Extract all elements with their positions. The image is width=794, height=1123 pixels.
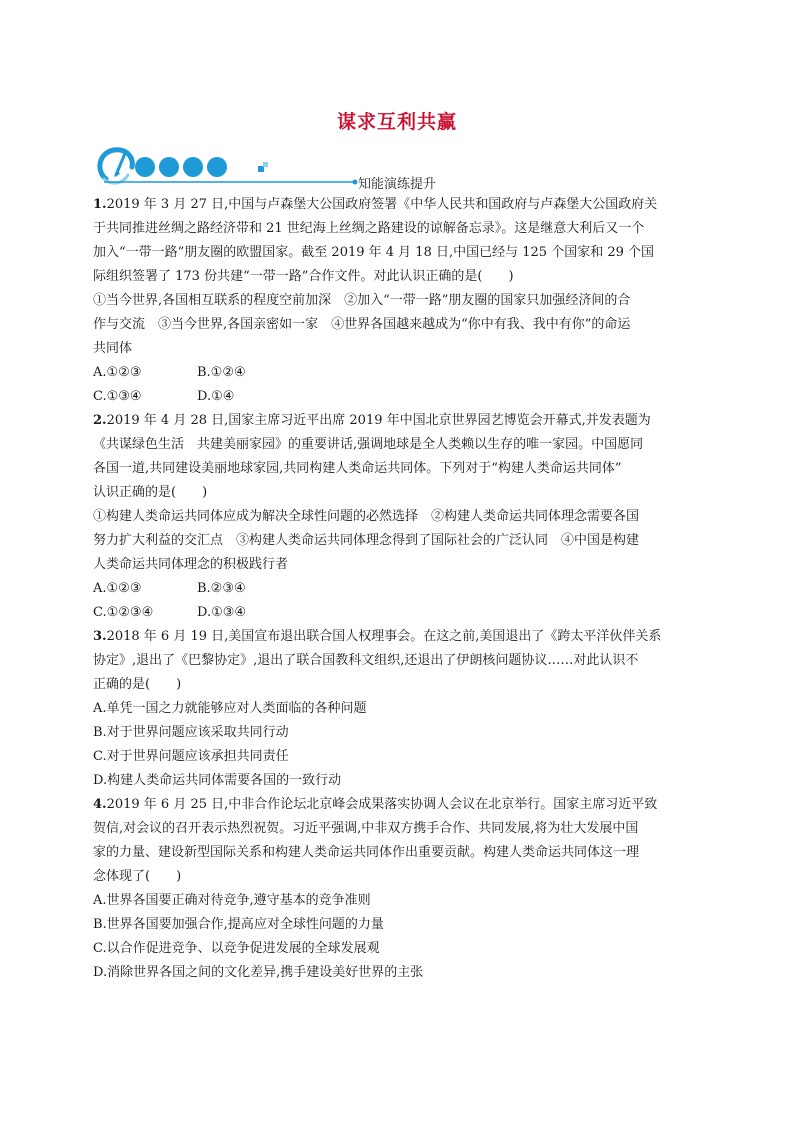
question-number: 3. — [93, 629, 107, 644]
question-stem-line: 2019 年 6 月 25 日,中非合作论坛北京峰会成果落实协调人会议在北京举行。国家主席习近平致 — [106, 797, 658, 812]
question-stem-line: 协定》,退出了《巴黎协定》,退出了联合国教科文组织,还退出了伊朗核问题协议……对此认识不 — [93, 653, 639, 668]
question-stem-line: 念体现了( ) — [93, 869, 182, 884]
option-b[interactable]: B.②③④ — [197, 581, 246, 596]
option-c[interactable]: C.对于世界问题应该承担共同责任 — [93, 749, 289, 764]
option-d[interactable]: D.①③④ — [197, 605, 247, 620]
question-stem-line: 于共同推进丝绸之路经济带和 21 世纪海上丝绸之路建设的谅解备忘录》。这是继意大利后又一个 — [93, 221, 645, 236]
statement-line: 人类命运共同体理念的积极践行者 — [93, 557, 289, 572]
option-b[interactable]: B.①②④ — [197, 365, 246, 380]
section-banner-label: 知能演练提升 — [358, 177, 437, 192]
question-3 — [93, 625, 697, 793]
option-c[interactable]: C.以合作促进竞争、以竞争促进发展的全球发展观 — [93, 941, 380, 956]
question-stem-line: 贺信,对会议的召开表示热烈祝贺。习近平强调,中非双方携手合作、共同发展,将为壮大发展中国 — [93, 821, 639, 836]
banner-dot — [135, 157, 155, 177]
question-stem-line: 家的力量、建设新型国际关系和构建人类命运共同体作出重要贡献。构建人类命运共同体这一理 — [93, 845, 640, 860]
question-stem-line: 正确的是( ) — [93, 677, 182, 692]
option-d[interactable]: D.①④ — [197, 389, 235, 404]
question-number: 1. — [93, 197, 107, 212]
question-stem-line: 2019 年 3 月 27 日,中国与卢森堡大公国政府签署《中华人民共和国政府与卢森堡大公国政府关 — [106, 197, 658, 212]
option-a[interactable]: A.①②③ — [93, 365, 142, 380]
question-2 — [93, 409, 697, 625]
option-a[interactable]: A.单凭一国之力就能够应对人类面临的各种问题 — [93, 701, 367, 716]
option-c[interactable]: C.①③④ — [93, 389, 142, 404]
question-stem-line: 《共谋绿色生活 共建美丽家园》的重要讲话,强调地球是全人类赖以生存的唯一家园。中国愿同 — [93, 437, 644, 452]
question-number: 4. — [93, 797, 107, 812]
statement-line: 作与交流 ③当今世界,各国亲密如一家 ④世界各国越来越成为“你中有我、我中有你”的命运 — [93, 317, 631, 332]
statement-line: ①当今世界,各国相互联系的程度空前加深 ②加入“一带一路”朋友圈的国家只加强经济间的合 — [93, 293, 631, 308]
question-stem-line: 各国一道,共同建设美丽地球家园,共同构建人类命运共同体。下列对于“构建人类命运共同体” — [93, 461, 622, 476]
question-stem-line: 认识正确的是( ) — [93, 485, 208, 500]
option-d[interactable]: D.构建人类命运共同体需要各国的一致行动 — [93, 773, 342, 788]
banner-line-end — [353, 180, 358, 185]
statement-line: 努力扩大利益的交汇点 ③构建人类命运共同体理念得到了国际社会的广泛认同 ④中国是构建 — [93, 533, 640, 548]
option-b[interactable]: B.世界各国要加强合作,提高应对全球性问题的力量 — [93, 917, 384, 932]
question-stem-line: 际组织签署了 173 份共建“一带一路”合作文件。对此认识正确的是( ) — [93, 269, 514, 284]
brush-icon — [100, 150, 132, 183]
question-4 — [93, 793, 697, 985]
statement-line: 共同体 — [93, 341, 133, 356]
option-c[interactable]: C.①②③④ — [93, 605, 154, 620]
options-row — [93, 601, 697, 625]
question-stem-line: 2019 年 4 月 28 日,国家主席习近平出席 2019 年中国北京世界园艺博览会开幕式,并发表题为 — [106, 413, 651, 428]
option-a[interactable]: A.①②③ — [93, 581, 142, 596]
options-row — [93, 361, 697, 385]
question-number: 2. — [93, 413, 107, 428]
option-a[interactable]: A.世界各国要正确对待竞争,遵守基本的竞争准则 — [93, 893, 371, 908]
section-banner — [92, 145, 712, 192]
banner-square — [263, 162, 268, 167]
option-d[interactable]: D.消除世界各国之间的文化差异,携手建设美好世界的主张 — [93, 965, 424, 980]
question-stem-line: 加入“一带一路”朋友圈的欧盟国家。截至 2019 年 4 月 18 日,中国已经与 125 个国家和 29 个国 — [93, 245, 654, 260]
options-row — [93, 385, 697, 409]
banner-dot — [207, 157, 227, 177]
page-title: 谋求互利共赢 — [336, 111, 457, 133]
banner-dot — [159, 157, 179, 177]
question-stem-line: 2018 年 6 月 19 日,美国宣布退出联合国人权理事会。在这之前,美国退出了《跨太平洋伙伴关系 — [106, 629, 662, 644]
banner-dot — [183, 157, 203, 177]
statement-line: ①构建人类命运共同体应成为解决全球性问题的必然选择 ②构建人类命运共同体理念需要各国 — [93, 509, 640, 524]
question-1 — [93, 193, 697, 409]
option-b[interactable]: B.对于世界问题应该采取共同行动 — [93, 725, 289, 740]
options-row — [93, 577, 697, 601]
questions — [93, 193, 697, 985]
